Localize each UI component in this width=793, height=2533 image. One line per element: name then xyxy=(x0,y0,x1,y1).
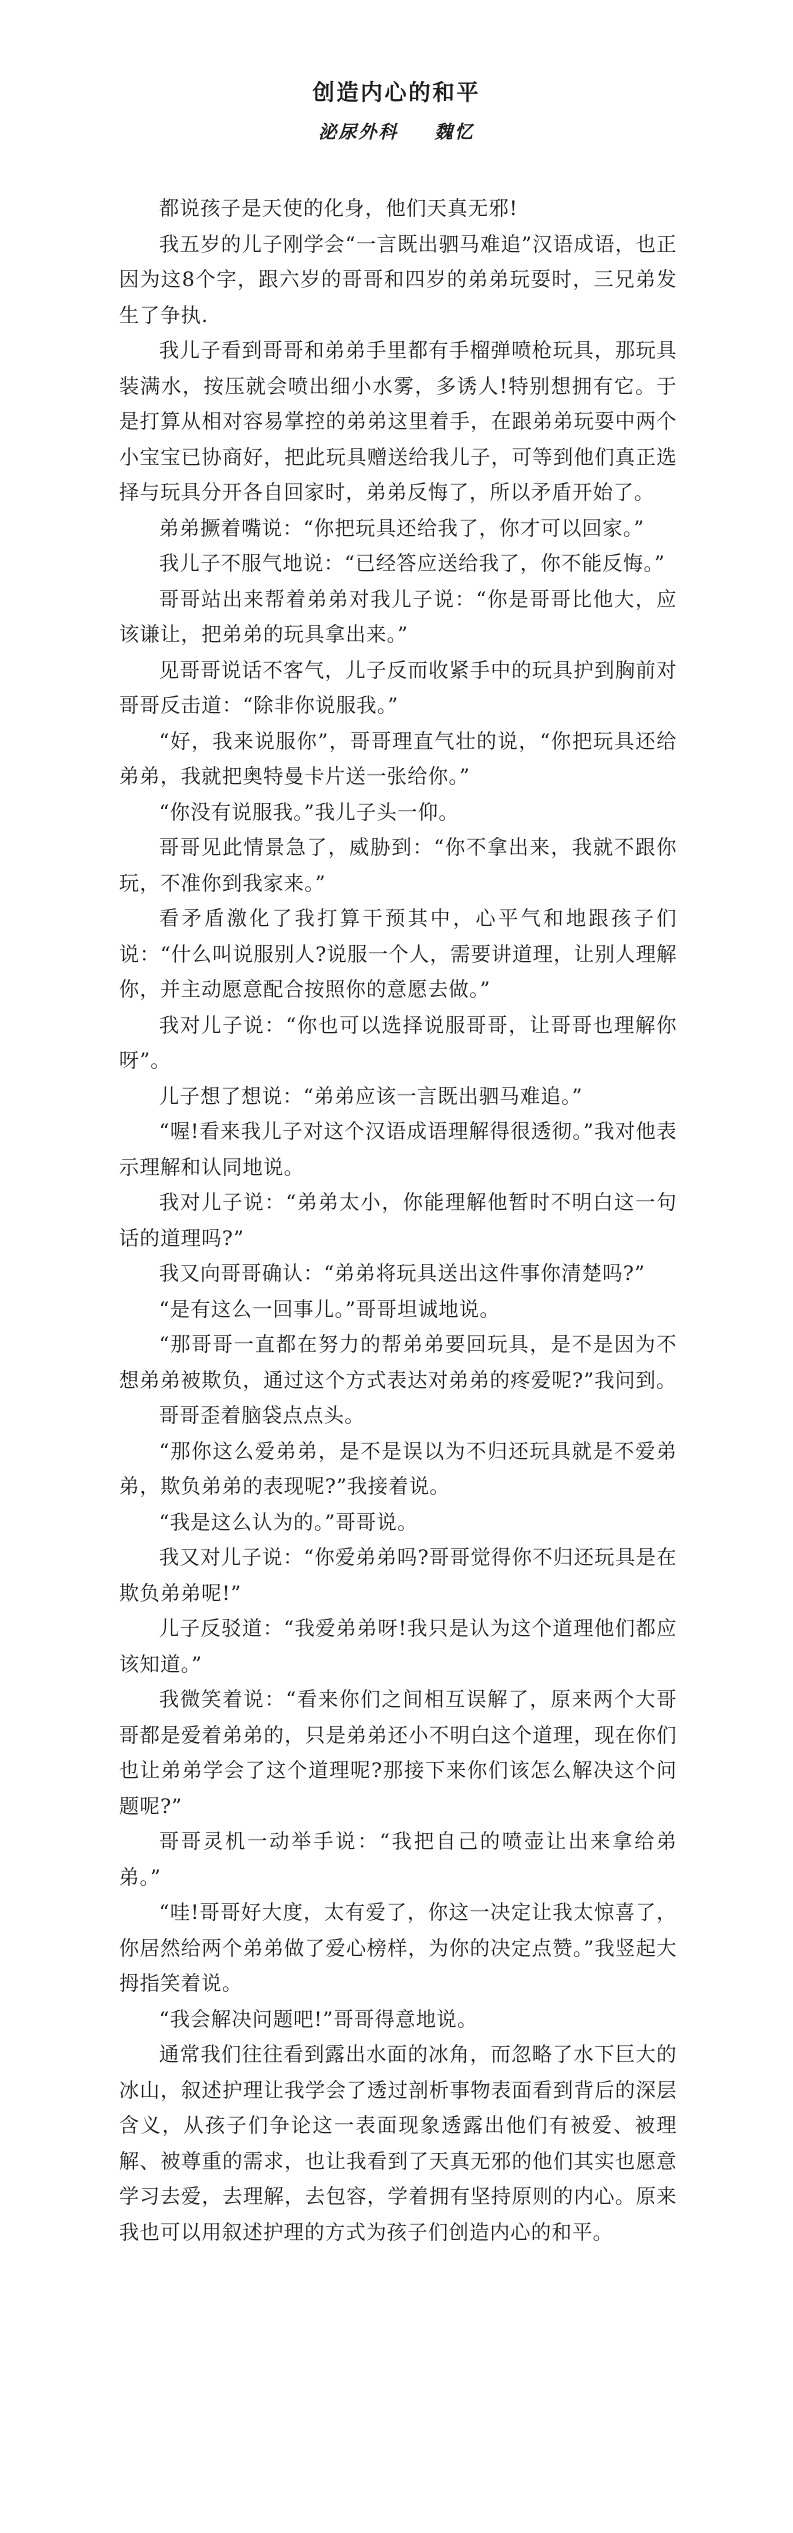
article-byline xyxy=(0,118,793,144)
paragraph: 我对儿子说：“弟弟太小，你能理解他暂时不明白这一句话的道理吗?” xyxy=(119,1190,677,1250)
paragraph: 儿子想了想说：“弟弟应该一言既出驷马难追。” xyxy=(159,1083,583,1108)
paragraph: “好，我来说服你”，哥哥理直气壮的说，“你把玩具还给弟弟，我就把奥特曼卡片送一张给你。” xyxy=(119,728,677,788)
paragraph: 哥哥站出来帮着弟弟对我儿子说：“你是哥哥比他大，应该谦让，把弟弟的玩具拿出来。” xyxy=(119,586,677,646)
article-title: 创造内心的和平 xyxy=(312,81,481,106)
paragraph: 我又对儿子说：“你爱弟弟吗?哥哥觉得你不归还玩具是在欺负弟弟呢!” xyxy=(119,1545,677,1605)
paragraph: 我儿子看到哥哥和弟弟手里都有手榴弹喷枪玩具，那玩具装满水，按压就会喷出细小水雾，多诱人!特别想拥有它。于是打算从相对容易掌控的弟弟这里着手，在跟弟弟玩耍中两个小宝宝已协商好，把此玩具赠送给我儿子，可等到他们真正选择与玩具分开各自回家时，弟弟反悔了，所以矛盾开始了。 xyxy=(119,338,677,504)
paragraph: 哥哥见此情景急了，威胁到：“你不拿出来，我就不跟你玩，不准你到我家来。” xyxy=(119,835,677,895)
paragraph: 我儿子不服气地说：“已经答应送给我了，你不能反悔。” xyxy=(159,551,666,575)
paragraph: 哥哥歪着脑袋点点头。 xyxy=(159,1403,365,1427)
author-name: 魏忆 xyxy=(434,122,475,143)
paragraph: “我是这么认为的。”哥哥说。 xyxy=(159,1509,418,1534)
paragraph: “哇!哥哥好大度，太有爱了，你这一决定让我太惊喜了，你居然给两个弟弟做了爱心榜样，为你的决定点赞。”我竖起大拇指笑着说。 xyxy=(119,1900,677,1995)
paragraph: 我对儿子说：“你也可以选择说服哥哥，让哥哥也理解你呀”。 xyxy=(119,1012,677,1072)
author-department: 泌尿外科 xyxy=(318,122,399,143)
paragraph: “喔!看来我儿子对这个汉语成语理解得很透彻。”我对他表示理解和认同地说。 xyxy=(119,1119,677,1179)
paragraph: 我又向哥哥确认：“弟弟将玩具送出这件事你清楚吗?” xyxy=(159,1261,646,1285)
paragraph: 我五岁的儿子刚学会“一言既出驷马难追”汉语成语，也正因为这8个字，跟六岁的哥哥和四岁的弟弟玩耍时，三兄弟发生了争执. xyxy=(119,231,677,327)
paragraph: 我微笑着说：“看来你们之间相互误解了，原来两个大哥哥都是爱着弟弟的，只是弟弟还小不明白这个道理，现在你们也让弟弟学会了这个道理呢?那接下来你们该怎么解决这个问题呢?” xyxy=(119,1687,677,1818)
paragraph: “你没有说服我。”我儿子头一仰。 xyxy=(159,799,460,824)
article-body xyxy=(119,191,677,2250)
paragraph: 儿子反驳道：“我爱弟弟呀!我只是认为这个道理他们都应该知道。” xyxy=(119,1616,677,1676)
paragraph: “我会解决问题吧!”哥哥得意地说。 xyxy=(159,2006,478,2031)
paragraph: 通常我们往往看到露出水面的冰角，而忽略了水下巨大的冰山，叙述护理让我学会了透过剖析事物表面看到背后的深层含义，从孩子们争论这一表面现象透露出他们有被爱、被理解、被尊重的需求，也让我看到了天真无邪的他们其实也愿意学习去爱，去理解，去包容，学着拥有坚持原则的内心。原来我也可以用叙述护理的方式为孩子们创造内心的和平。 xyxy=(119,2042,677,2244)
paragraph: “是有这么一回事儿。”哥哥坦诚地说。 xyxy=(159,1296,501,1321)
paragraph: 看矛盾激化了我打算干预其中，心平气和地跟孩子们说：“什么叫说服别人?说服一个人，需要讲道理，让别人理解你，并主动愿意配合按照你的意愿去做。” xyxy=(119,906,677,1001)
paragraph: “那你这么爱弟弟，是不是误以为不归还玩具就是不爱弟弟，欺负弟弟的表现呢?”我接着说。 xyxy=(119,1438,677,1498)
paragraph: 弟弟撅着嘴说：“你把玩具还给我了，你才可以回家。” xyxy=(159,515,645,540)
paragraph: 哥哥灵机一动举手说：“我把自己的喷壶让出来拿给弟弟。” xyxy=(119,1829,677,1889)
paragraph: “那哥哥一直都在努力的帮弟弟要回玩具，是不是因为不想弟弟被欺负，通过这个方式表达对弟弟的疼爱呢?”我问到。 xyxy=(119,1332,677,1392)
paragraph: 都说孩子是天使的化身，他们天真无邪! xyxy=(159,196,518,220)
paragraph: 见哥哥说话不客气，儿子反而收紧手中的玩具护到胸前对哥哥反击道：“除非你说服我。” xyxy=(119,657,677,717)
